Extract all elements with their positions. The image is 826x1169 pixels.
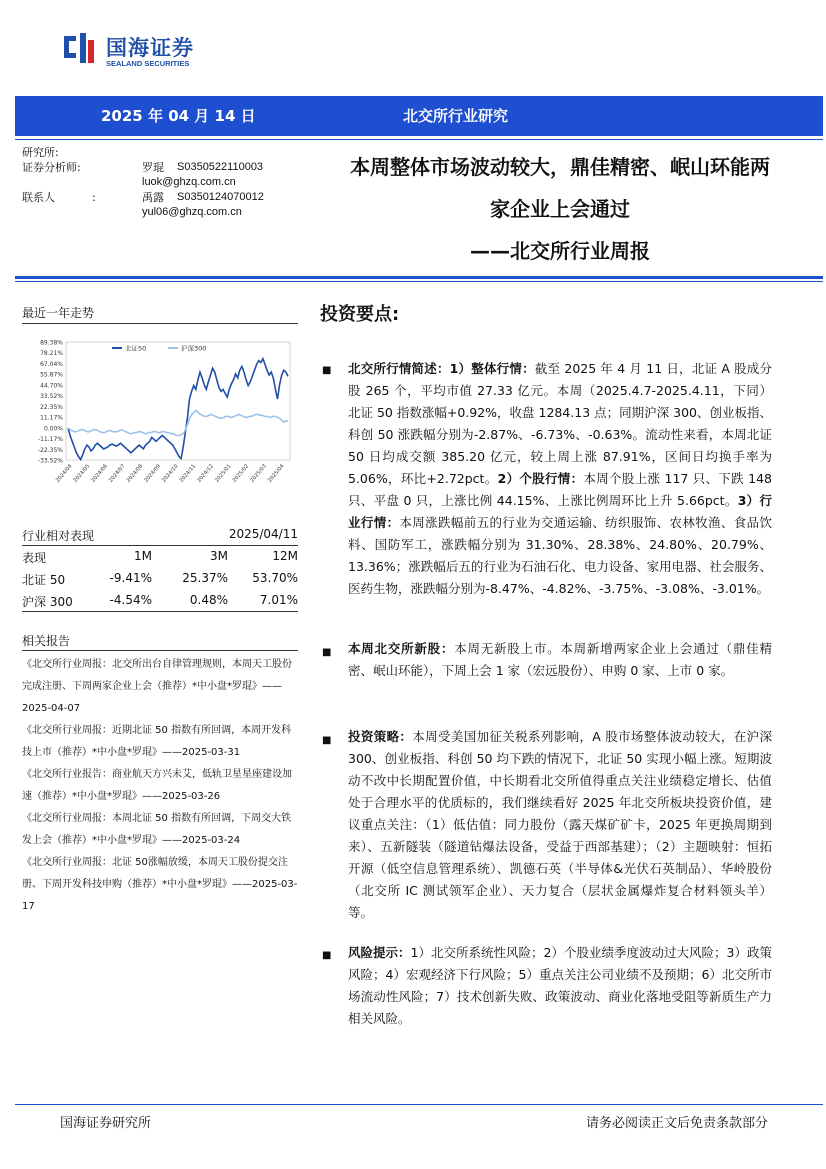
contact-colon: : xyxy=(92,191,96,204)
x-tick-label: 2025/03 xyxy=(249,463,268,484)
trend-heading-rule xyxy=(22,323,298,324)
p1-text-3: 本周涨跌幅前五的行业为交通运输、纺织服饰、农林牧渔、食品饮料、国防军工，涨跌幅分别为 31.30%、28.38%、24.80%、20.79%、13.36%；涨跌幅后五的行业为石油石化、电力设备、家用电器、社会服务、医药生物，涨跌幅分别为-8.47%、-4.82%、-3.75%、-3.08%、-3.01%。 xyxy=(348,515,772,596)
p1-text-2: 本周个股上涨 117 只、下跌 148 只、平盘 0 只，上涨比例 44.15%、上涨比例周环比上升 5.66pct。 xyxy=(348,471,773,508)
logo-mark-icon xyxy=(60,30,96,66)
p1-heading-2: 2）个股行情： xyxy=(497,471,584,486)
title-divider-thick xyxy=(15,276,823,279)
institute-label: 研究所: xyxy=(22,146,59,159)
list-item[interactable]: 《北交所行业周报：本周北证 50 指数有所回调，下周交大铁发上会（推荐）*中小盘*罗琨》——2025-03-24 xyxy=(22,813,292,846)
reports-heading-rule xyxy=(22,650,298,651)
perf-cell: 7.01% xyxy=(259,593,298,607)
p2-heading: 本周北交所新股： xyxy=(348,641,455,656)
report-type: 北交所行业研究 xyxy=(403,107,509,125)
y-tick-label: 44.70% xyxy=(40,382,63,390)
bullet-icon: ■ xyxy=(322,735,332,746)
company-logo xyxy=(60,30,220,70)
perf-col-row xyxy=(22,546,298,568)
y-tick-label: 22.35% xyxy=(40,403,63,411)
analyst-label: 证券分析师: xyxy=(22,161,81,174)
performance-table xyxy=(22,524,298,612)
perf-cell: 53.70% xyxy=(252,571,298,585)
p3-text: 本周受美国加征关税系列影响，A 股市场整体波动较大，在沪深 300、创业板指、科创 50 均下跌的情况下，北证 50 实现小幅上涨。短期波动不改中长期配置价值，中长期看北交所值得重点关注业绩稳定增长、估值处于合理水平的优质标的，我们继续看好 2025 年北交所板块投资价值，建议重点关注：（1）低估值：同力股份（露天煤矿矿卡，2025 年更换周期到来）、五新隧装（隧道钻爆法设备，受益于西部基建）；（2）主题映射：恒拓开源（低空信息管理系统）、凯德石英（半导体&光伏石英制品）、华岭股份（北交所 IC 测试领军企业）、天力复合（层状金属爆炸复合材料领头羊）等。 xyxy=(348,729,772,920)
x-tick-label: 2024/08 xyxy=(125,463,145,484)
p2-text: 本周无新股上市。本周新增两家企业上会通过（鼎佳精密、岷山环能），下周上会 1 家（宏远股份）、申购 0 家、上市 0 家。 xyxy=(348,641,772,678)
series-line-bz50 xyxy=(68,359,288,460)
x-tick-label: 2024/05 xyxy=(72,463,92,484)
perf-cell: 北证 50 xyxy=(22,573,66,587)
perf-cell: 0.48% xyxy=(189,593,228,607)
market-summary-paragraph xyxy=(348,358,772,600)
contact-email[interactable]: yul06@ghzq.com.cn xyxy=(142,206,242,218)
x-tick-label: 2024/07 xyxy=(108,463,127,484)
x-tick-label: 2025/04 xyxy=(267,463,286,484)
analyst-code: S0350522110003 xyxy=(177,161,264,173)
title-line-1: 本周整体市场波动较大，鼎佳精密、岷山环能两 xyxy=(350,155,770,179)
y-tick-label: 89.38% xyxy=(40,339,63,347)
logo-text-en: SEALAND SECURITIES xyxy=(106,59,190,68)
x-tick-label: 2025/02 xyxy=(231,463,251,484)
list-item[interactable]: 《北交所行业周报：北交所出台自律管理规则，本周天工股份完成注册、下周两家企业上会（推荐）*中小盘*罗琨》——2025-04-07 xyxy=(22,659,292,714)
reports-heading: 相关报告 xyxy=(22,634,71,648)
bullet-icon: ■ xyxy=(322,365,332,376)
x-tick-label: 2024/10 xyxy=(161,463,180,484)
y-tick-label: 55.87% xyxy=(40,371,63,379)
p1-heading: 北交所行情简述：1）整体行情： xyxy=(348,361,535,376)
p1-text: 截至 2025 年 4 月 11 日，北证 A 股成分股 265 个，平均市值 27.33 亿元。本周（2025.4.7-2025.4.11，下同）北证 50 指数涨幅+0.92%，收盘 1284.13 点；同期沪深 300、创业板指、科创 50 涨跌幅分别为-2.87%、-6.73%、-0.63%。流动性来看，本周北证 50 日均成交额 385.20 亿元，较上周上涨 87.91%，区间日均换手率为 5.06%，环比+2.72pct。 xyxy=(348,361,773,486)
header-divider xyxy=(15,139,823,140)
contact-code: S0350124070012 xyxy=(177,191,264,203)
perf-cell: -9.41% xyxy=(109,571,152,585)
trend-chart xyxy=(22,336,298,494)
perf-heading-row xyxy=(22,524,298,546)
new-listings-paragraph xyxy=(348,638,772,682)
x-tick-label: 2024/11 xyxy=(178,463,198,484)
list-item[interactable]: 《北交所行业周报：北证 50涨幅放缓，本周天工股份提交注册、下周开发科技申购（推荐）*中小盘*罗琨》——2025-03-17 xyxy=(22,857,298,912)
strategy-paragraph xyxy=(348,726,772,924)
p4-heading: 风险提示： xyxy=(348,945,411,960)
perf-col: 表现 xyxy=(22,551,47,565)
y-tick-label: 78.21% xyxy=(40,350,63,358)
title-line-3: ——北交所行业周报 xyxy=(470,239,650,263)
y-tick-label: 11.17% xyxy=(40,414,63,422)
analyst-email[interactable]: luok@ghzq.com.cn xyxy=(142,176,236,188)
footer-right: 请务必阅读正文后免责条款部分 xyxy=(585,1116,768,1131)
risk-paragraph xyxy=(348,942,772,1030)
y-tick-label: -33.52% xyxy=(37,457,63,465)
list-item[interactable]: 《北交所行业周报：近期北证 50 指数有所回调，本周开发科技上市（推荐）*中小盘*罗琨》——2025-03-31 xyxy=(22,725,292,758)
perf-col: 3M xyxy=(210,549,228,563)
footer-divider xyxy=(15,1104,823,1105)
y-tick-label: 0.00% xyxy=(43,425,63,433)
p3-heading: 投资策略： xyxy=(348,729,413,744)
p4-text: 1）北交所系统性风险；2）个股业绩季度波动过大风险；3）政策风险；4）宏观经济下行风险；5）重点关注公司业绩不及预期；6）北交所市场流动性风险；7）技术创新失败、政策波动、商业化落地受阻等新质生产力相关风险。 xyxy=(348,945,772,1026)
x-tick-label: 2024/09 xyxy=(143,463,162,484)
report-title xyxy=(310,146,810,272)
perf-col: 12M xyxy=(272,549,298,563)
perf-cell: 25.37% xyxy=(182,571,228,585)
perf-cell: 沪深 300 xyxy=(22,595,73,609)
footer-left: 国海证券研究所 xyxy=(60,1116,152,1131)
header-band xyxy=(15,96,823,136)
bullet-icon: ■ xyxy=(322,647,332,658)
x-tick-label: 2025/01 xyxy=(214,463,233,484)
perf-cell: -4.54% xyxy=(109,593,152,607)
y-tick-label: -11.17% xyxy=(37,436,63,444)
title-divider-thin xyxy=(15,281,823,282)
trend-heading: 最近一年走势 xyxy=(22,306,95,320)
legend-label: 沪深300 xyxy=(181,344,207,353)
x-tick-label: 2024/12 xyxy=(196,463,215,484)
legend-label: 北证50 xyxy=(125,344,147,353)
series-line-hs300 xyxy=(68,411,288,436)
x-tick-label: 2024/06 xyxy=(90,463,109,484)
contact-name: 禹露 xyxy=(142,191,164,204)
y-tick-label: -22.35% xyxy=(37,446,63,454)
plot-frame xyxy=(66,342,290,460)
title-line-2: 家企业上会通过 xyxy=(490,197,630,221)
table-row xyxy=(22,568,298,590)
p1-heading-3: 3）行业行情： xyxy=(348,493,772,530)
section-title: 投资要点: xyxy=(320,304,400,325)
table-row xyxy=(22,590,298,612)
y-tick-label: 33.52% xyxy=(40,393,63,401)
bullet-icon: ■ xyxy=(322,950,332,961)
x-tick-label: 2024/04 xyxy=(55,463,74,484)
analyst-name: 罗琨 xyxy=(142,161,164,174)
perf-heading: 行业相对表现 xyxy=(22,529,95,543)
report-date: 2025 年 04 月 14 日 xyxy=(101,107,256,125)
perf-col: 1M xyxy=(134,549,152,563)
list-item[interactable]: 《北交所行业报告：商业航天方兴未艾，低轨卫星星座建设加速（推荐）*中小盘*罗琨》——2025-03-26 xyxy=(22,769,292,802)
y-tick-label: 67.04% xyxy=(40,360,63,368)
perf-date: 2025/04/11 xyxy=(228,527,298,541)
contact-label: 联系人 xyxy=(22,191,55,204)
logo-text-cn: 国海证券 xyxy=(106,36,194,60)
related-reports xyxy=(22,654,298,918)
